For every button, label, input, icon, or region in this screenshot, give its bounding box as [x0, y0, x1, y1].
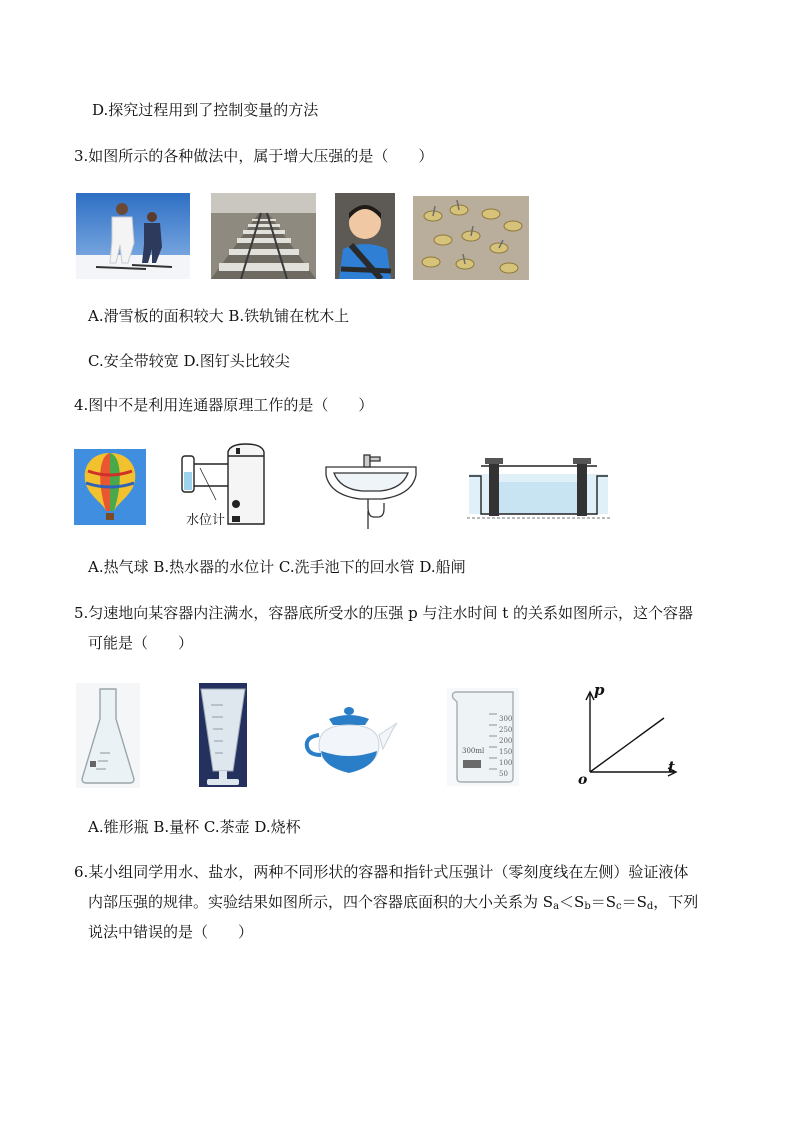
q6-stem-post: ，下列 — [653, 893, 699, 911]
q6-eq1: ＝S — [590, 893, 616, 911]
graph-x-label: t — [668, 758, 675, 776]
q3-options-line2: C.安全带较宽 D.图钉头比较尖 — [88, 352, 290, 370]
q5-stem-line1: 5.匀速地向某容器内注满水，容器底所受水的压强 p 与注水时间 t 的关系如图所示，这个容器 — [74, 604, 694, 622]
q6-stem-line3: 说法中错误的是（ ） — [88, 923, 254, 941]
water-gauge-label: 水位计 — [186, 513, 226, 528]
graph-y-label: p — [594, 681, 605, 699]
skier-photo — [76, 193, 190, 279]
q3-options-line1: A.滑雪板的面积较大 B.铁轨铺在枕木上 — [88, 307, 350, 325]
seatbelt-child-photo — [335, 193, 395, 279]
beaker-volume-label: 300ml — [462, 747, 485, 755]
q6-stem-pre: 内部压强的规律。实验结果如图所示，四个容器底面积的大小关系为 S — [88, 893, 554, 911]
q6-stem-line2 — [88, 892, 698, 917]
thumbtacks-photo — [413, 196, 529, 280]
beaker-mark-250: 250 — [499, 726, 513, 734]
q6-sub-d: d — [646, 901, 654, 912]
q6-sub-b: b — [584, 901, 591, 912]
hot-air-balloon-photo — [74, 449, 146, 525]
beaker-mark-300: 300 — [499, 715, 513, 723]
beaker-mark-100: 100 — [499, 759, 513, 767]
q6-stem-line1: 6.某小组同学用水、盐水，两种不同形状的容器和指针式压强计（零刻度线在左侧）验证液体 — [74, 863, 689, 881]
beaker-mark-50: 50 — [499, 770, 508, 778]
beaker-mark-150: 150 — [499, 748, 513, 756]
railway-track-photo — [211, 193, 316, 279]
q4-stem: 4.图中不是利用连通器原理工作的是（ ） — [74, 396, 374, 414]
q2-option-d: D.探究过程用到了控制变量的方法 — [92, 101, 319, 119]
q3-stem: 3.如图所示的各种做法中，属于增大压强的是（ ） — [74, 147, 434, 165]
q5-options: A.锥形瓶 B.量杯 C.茶壶 D.烧杯 — [88, 818, 301, 836]
q5-stem-line2: 可能是（ ） — [88, 634, 194, 652]
washbasin-drawing — [322, 451, 420, 531]
teapot-photo — [299, 705, 401, 778]
graph-origin-label: o — [578, 772, 588, 788]
graph-pressure-line — [590, 718, 664, 772]
measuring-cup-photo — [199, 683, 247, 787]
q6-sub-a: a — [553, 901, 560, 912]
q6-sub-c: c — [616, 901, 622, 912]
ship-lock-drawing — [467, 456, 610, 522]
q4-options: A.热气球 B.热水器的水位计 C.洗手池下的回水管 D.船闸 — [88, 558, 466, 576]
q6-lt: ＜S — [559, 893, 585, 911]
conical-flask-photo — [76, 683, 140, 788]
beaker-mark-200: 200 — [499, 737, 513, 745]
q6-eq2: ＝S — [621, 893, 647, 911]
